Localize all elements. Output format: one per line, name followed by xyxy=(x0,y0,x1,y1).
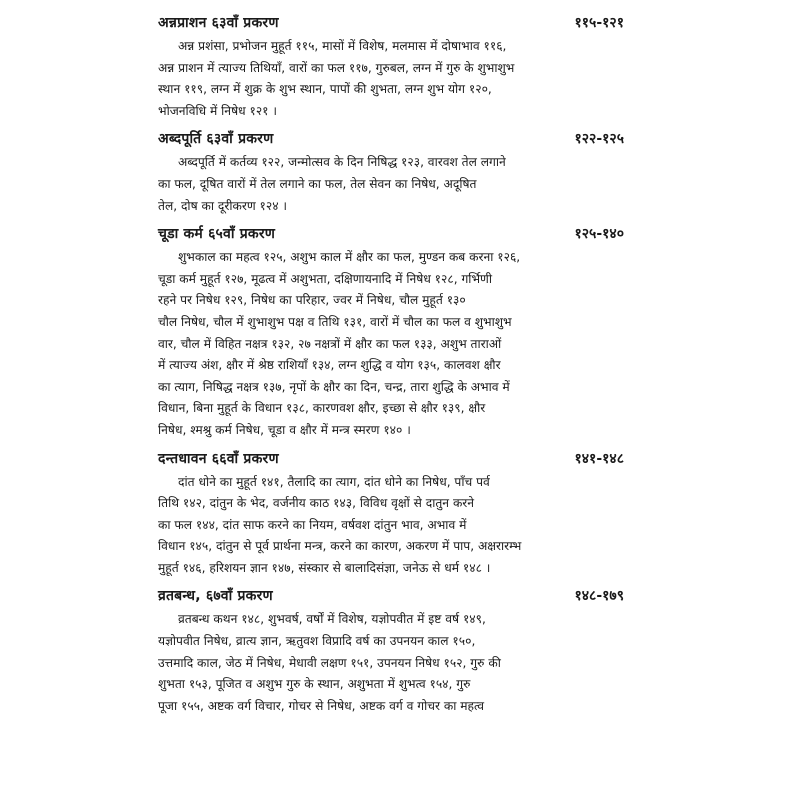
text-line: शुभता १५३, पूजित व अशुभ गुरु के स्थान, अशुभता में शुभत्व १५४, गुरु xyxy=(158,677,471,692)
section-chuda-karma xyxy=(158,221,628,441)
section-title: अब्दपूर्ति ६३वाँ प्रकरण xyxy=(158,131,274,148)
section-body xyxy=(158,609,628,717)
text-line: निषेध, श्मश्रु कर्म निषेध, चूडा व क्षौर में मन्त्र स्मरण १४० । xyxy=(158,422,411,437)
text-line: दांत धोने का मुहूर्त १४१, तैलादि का त्याग, दांत धोने का निषेध, पाँच पर्व xyxy=(178,474,490,489)
text-line: विधान १४५, दांतुन से पूर्व प्रार्थना मन्त्र, करने का कारण, अकरण में पाप, अक्षरारम्भ xyxy=(158,539,522,554)
page-range: १४१-१४८ xyxy=(574,450,624,467)
section-heading xyxy=(158,221,628,247)
text-line: अन्न प्राशन में त्याज्य तिथियाँ, वारों का फल ११७, गुरुबल, लग्न में गुरु के शुभाशुभ xyxy=(158,60,515,75)
section-annaprashan xyxy=(158,10,628,122)
text-line: यज्ञोपवीत निषेध, व्रात्य ज्ञान, ऋतुवश विप्रादि वर्ष का उपनयन काल १५०, xyxy=(158,634,476,649)
text-line: वार, चौल में विहित नक्षत्र १३२, २७ नक्षत्रों में क्षौर का फल १३३, अशुभ ताराओं xyxy=(158,336,502,351)
section-heading xyxy=(158,583,628,609)
text-line: भोजनविधि में निषेध १२१ । xyxy=(158,103,277,118)
text-line: विधान, बिना मुहूर्त के विधान १३८, कारणवश क्षौर, इच्छा से क्षौर १३९, क्षौर xyxy=(158,401,486,416)
section-heading xyxy=(158,126,628,152)
text-line: स्थान ११९, लग्न में शुक्र के शुभ स्थान, पापों की शुभता, लग्न शुभ योग १२०, xyxy=(158,82,492,97)
page-range: १२२-१२५ xyxy=(574,131,624,148)
section-body xyxy=(158,247,628,441)
section-body xyxy=(158,152,628,217)
section-body xyxy=(158,36,628,122)
text-line: में त्याज्य अंश, क्षौर में श्रेष्ठ राशियाँ १३४, लग्न शुद्धि व योग १३५, कालवश क्षौर xyxy=(158,358,501,373)
section-title: चूडा कर्म ६५वाँ प्रकरण xyxy=(158,226,276,243)
text-line: शुभकाल का महत्व १२५, अशुभ काल में क्षौर का फल, मुण्डन कब करना १२६, xyxy=(178,250,521,265)
text-line: व्रतबन्ध कथन १४८, शुभवर्ष, वर्षों में विशेष, यज्ञोपवीत में इष्ट वर्ष १४९, xyxy=(178,612,486,627)
section-heading xyxy=(158,10,628,36)
section-title: व्रतबन्ध, ६७वाँ प्रकरण xyxy=(158,588,273,605)
section-body xyxy=(158,472,628,580)
text-line: उत्तमादि काल, जेठ में निषेध, मेधावी लक्षण १५१, उपनयन निषेध १५२, गुरु की xyxy=(158,655,501,670)
text-line: अब्दपूर्ति में कर्तव्य १२२, जन्मोत्सव के दिन निषिद्ध १२३, वारवश तेल लगाने xyxy=(178,155,506,170)
page-range: ११५-१२१ xyxy=(574,15,624,31)
text-line: चौल निषेध, चौल में शुभाशुभ पक्ष व तिथि १३१, वारों में चौल का फल व शुभाशुभ xyxy=(158,314,512,329)
page-range: १४८-१७९ xyxy=(574,588,624,605)
text-line: पूजा १५५, अष्टक वर्ग विचार, गोचर से निषेध, अष्टक वर्ग व गोचर का महत्व xyxy=(158,698,485,713)
text-line: का फल १४४, दांत साफ करने का नियम, वर्षवश दांतुन भाव, अभाव में xyxy=(158,517,467,532)
text-line: अन्न प्रशंसा, प्रभोजन मुहूर्त ११५, मासों में विशेष, मलमास में दोषाभाव ११६, xyxy=(178,39,507,53)
text-line: तेल, दोष का दूरीकरण १२४ । xyxy=(158,198,288,213)
text-line: मुहूर्त १४६, हरिशयन ज्ञान १४७, संस्कार से बालादिसंज्ञा, जनेऊ से धर्म १४८ । xyxy=(158,560,491,575)
section-title: अन्नप्राशन ६३वाँ प्रकरण xyxy=(158,15,279,31)
section-abdapurti xyxy=(158,126,628,217)
section-heading xyxy=(158,446,628,472)
book-index-page xyxy=(158,10,628,721)
text-line: का त्याग, निषिद्ध नक्षत्र १३७, नृपों के क्षौर का दिन, चन्द्र, तारा शुद्धि के अभाव में xyxy=(158,379,510,394)
section-vratabandh xyxy=(158,583,628,717)
text-line: तिथि १४२, दांतुन के भेद, वर्जनीय काठ १४३, विविध वृक्षों से दातुन करने xyxy=(158,496,475,511)
page-range: १२५-१४० xyxy=(574,226,624,243)
text-line: चूडा कर्म मुहूर्त १२७, मूढत्व में अशुभता, दक्षिणायनादि में निषेध १२८, गर्भिणी xyxy=(158,271,492,286)
text-line: रहने पर निषेध १२९, निषेध का परिहार, ज्वर में निषेध, चौल मुहूर्त १३० xyxy=(158,293,466,308)
section-title: दन्तधावन ६६वाँ प्रकरण xyxy=(158,450,279,467)
text-line: का फल, दूषित वारों में तेल लगाने का फल, तेल सेवन का निषेध, अदूषित xyxy=(158,176,477,191)
section-dantadhavan xyxy=(158,446,628,580)
